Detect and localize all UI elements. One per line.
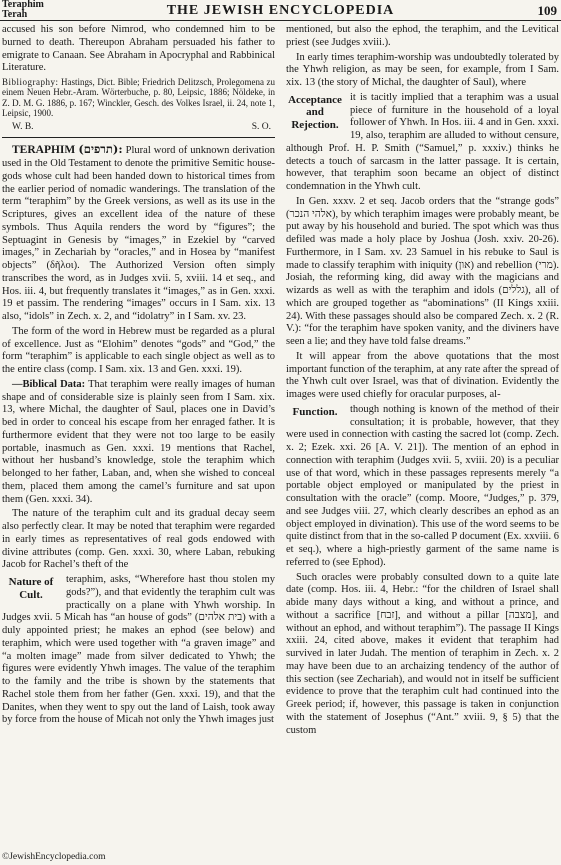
author-signature xyxy=(2,121,275,134)
divider xyxy=(2,137,275,138)
headword-hebrew: (תרפים): xyxy=(78,142,123,157)
bibliography-label: Bibliography: xyxy=(2,77,59,87)
side-heading-function: Function. xyxy=(292,405,338,418)
paragraph-early-rest: it is tacitly implied that a teraphim was a usual piece of furniture in the household of a loyal follower of Yhwh. In Hos. iii. 4 and in Gen. xxxi. 19, also, teraphim are alluded to without censure, although Prof. H. P. Smith (“Samuel,” p. xxxiv.) thinks he detects a touch of sarcasm in the latter passage. It is certain, however, that teraphim soon became an object of distinct condemnation in the Yhwh cult. xyxy=(286,91,559,192)
paragraph-function-intro: It will appear from the above quotations that the most important function of the teraphim, at any rate after the spread of the Yhwh cult over Israel, was that of divination. Evidently the images were used chiefly for oracular purposes, al- xyxy=(286,350,559,400)
paragraph-nature-intro: The nature of the teraphim cult and its gradual decay seem also perfectly clear. It may be noted that teraphim were regarded in early times as representatives of real gods endowed with divine attributes (comp. Gen. xxxi. 30, where Laban, rebuking Jacob for Rachel’s theft of the xyxy=(2,508,275,571)
page-header xyxy=(0,0,561,21)
headword: TERAPHIM xyxy=(12,144,76,157)
page-number: 109 xyxy=(537,3,557,18)
paragraph-biblical xyxy=(2,379,275,507)
right-column xyxy=(286,24,559,859)
paragraph-nature-rest: teraphim, asks, “Wherefore hast thou stolen my gods?”), and that evidently the teraphim cult was practically on a plane with Yhwh worship. In Judges xvii. 5 Micah has “an house of gods” (בית אלהים) with a duly appointed priest; he makes an ephod (see below) and teraphim, which were used together with “a graven image” and “a molten image” made from silver dedicated to Yhwh; the figures were evidently Yhwh images. The value of the teraphim to the family and the tribe is shown by the statements that Rachel stole them from her father (Gen. xxxi. 19), and that the Danites, when they went to spy out the land of Laish, took away by force from the house of Micah not only the Yhwh images just xyxy=(2,574,275,726)
section-heading-biblical-data: —Biblical Data: xyxy=(12,378,86,390)
paragraph-biblical-text: That teraphim were really images of human shape and of considerable size is plainly seen from I Sam. xix. 13, where Michal, the daughter of Saul, places one in David’s bed in order to conceal his escape from her enraged father. It is furthermore evident that they were not too large to be easily portable, inasmuch as Gen. xxxi. 19 mentions that Rachel, without her husband’s knowledge, stole the teraphim which belonged to her father, Laban, and, when she wished to conceal them, placed them among the camel’s furniture and sat upon them (Gen. xxxi. 34). xyxy=(2,378,275,505)
paragraph-accused: accused his son before Nimrod, who condemned him to be burned to death. Thereupon Abraham persuaded his father to emigrate to Canaan. See Abraham in Apocryphal and Rabbinical Literature. xyxy=(2,24,275,74)
paragraph-form: The form of the word in Hebrew must be regarded as a plural of excellence. Just as “Elohim” denotes “gods” and “God,” the form “teraphim” is applicable to each single object as well as to the entire class (comp. I Sam. xix. 13 and Gen. xxxi. 19). xyxy=(2,325,275,376)
paragraph-teraphim xyxy=(2,143,275,324)
paragraph-teraphim-text: Plural word of unknown derivation used in the Old Testament to denote the primitive Semitic house-gods whose cult had been handed down to historical times from the earlier period of nomadic wanderings. The translation of the term “teraphim” by the Greek versions, as well as its use in the Scriptures, gives an excellent idea of the nature of these symbols. Thus Aquila renders the word by “figures”; the Septuagint in Genesis by “images,” in Ezekiel by “carved images,” in Zechariah by “oracles,” and in Hosea by “manifest objects” (δῆλοι). The Authorized Version often simply transcribes the word, as in Judges xvii. 5, xviii. 14 et seq., and Hos. iii. 4, but frequently translates it “images,” as in Gen. xxxi. 19 et passim. The rendering “images” occurs in I Sam. xix. 13 also, “idols” in Zech. x. 2, and “idolatry” in I Sam. xv. 23. xyxy=(2,145,275,323)
paragraph-mentioned: mentioned, but also the ephod, the teraphim, and the Levitical priest (see Judges xviii.). xyxy=(286,24,559,48)
watermark: ©JewishEncyclopedia.com xyxy=(2,852,106,862)
paragraph-oracles: Such oracles were probably consulted down to a quite late date (comp. Hos. iii. 4, Hebr.: “for the children of Israel shall abide many days without a king, and without a prince, and without a sacrifice [זבח], and without a pillar [מצבה], and without an ephod, and without teraphim”). The passage II Kings xxiii. 24, cited above, makes it evident that teraphim had survived in later Judah. The mention of teraphim in Zech. x. 2 may have been due to an archaizing tendency of the author of this section (see Zechariah), and would not in itself be sufficient evidence to prove that the teraphim cult had continued into the Greek period; if, however, this passage is taken in conjunction with the statement of Josephus (“Ant.” xviii. 9, § 5) that the custom xyxy=(286,571,559,736)
paragraph-early-intro: In early times teraphim-worship was undoubtedly tolerated by the Yhwh religion, as may be seen, for example, from I Sam. xix. 13 (the story of Michal, the daughter of Saul), where xyxy=(286,51,559,88)
signature-right: S. O. xyxy=(251,121,271,132)
paragraph-function-rest: though nothing is known of the method of their consultation; it is probable, however, that they were used in connection with casting the sacred lot (comp. Zech. x. 2; Ezek. xxi. 26 [A. V. 21]). The mention of an ephod in connection with teraphim (Judges xvii. 5, xviii. 20) is a peculiar use of that word, which in these passages represents merely “a portable object employed or manipulated by the priest in consultation with the oracle” (comp. Moore, “Judges,” p. 379, and see Judges viii. 27, which clearly describes an ephod as an object employed in divination). This use of the word seems to be quite distinct from that in the so-called P document (Ex. xxviii. 6 et seq.), where a high-priestly garment of the same name is referred to (see Ephod). xyxy=(286,403,559,568)
publication-title: THE JEWISH ENCYCLOPEDIA xyxy=(166,3,395,18)
side-heading-acceptance: Acceptance and Rejection. xyxy=(288,93,342,131)
running-head-line1: Teraphim xyxy=(2,0,44,10)
paragraph-gen: In Gen. xxxv. 2 et seq. Jacob orders that the “strange gods” (אלהי הנכר), by which teraphim images were probably meant, be put away by his household and buried. The spot which was thus defiled was made a holy place by Joshua (Josh. xxiv. 20-26). Furthermore, in I Sam. xv. 23 Samuel in his rebuke to Saul is made to classify teraphim with iniquity (און) and rebellion (מרי). Josiah, the reforming king, did away with the magicians and wizards as well as with the teraphim and idols (גללים), all of which are grouped together as “abominations” (II Kings xxiii. 24). With these passages should also be compared Zech. x. 2 (R. V.): “for the teraphim have spoken vanity, and the diviners have seen a lie; and they have told false dreams.” xyxy=(286,195,559,347)
signature-left: W. B. xyxy=(12,121,34,132)
bibliography-text: Hastings, Dict. Bible; Friedrich Delitzsch, Prolegomena zu einem Neuen Hebr.-Aram. Wörterbuche, p. 80, Leipsic, 1886; Nöldeke, in Z. D. M. G. 1886, p. 167; Winckler, Gesch. des Volkes Israel, ii. 24, note 1, Leipsic, 1900. xyxy=(2,77,275,119)
side-heading-nature-of-cult: Nature of Cult. xyxy=(8,576,54,601)
bibliography xyxy=(2,77,275,119)
left-column xyxy=(2,24,275,859)
running-head-line2: Terah xyxy=(2,9,28,20)
